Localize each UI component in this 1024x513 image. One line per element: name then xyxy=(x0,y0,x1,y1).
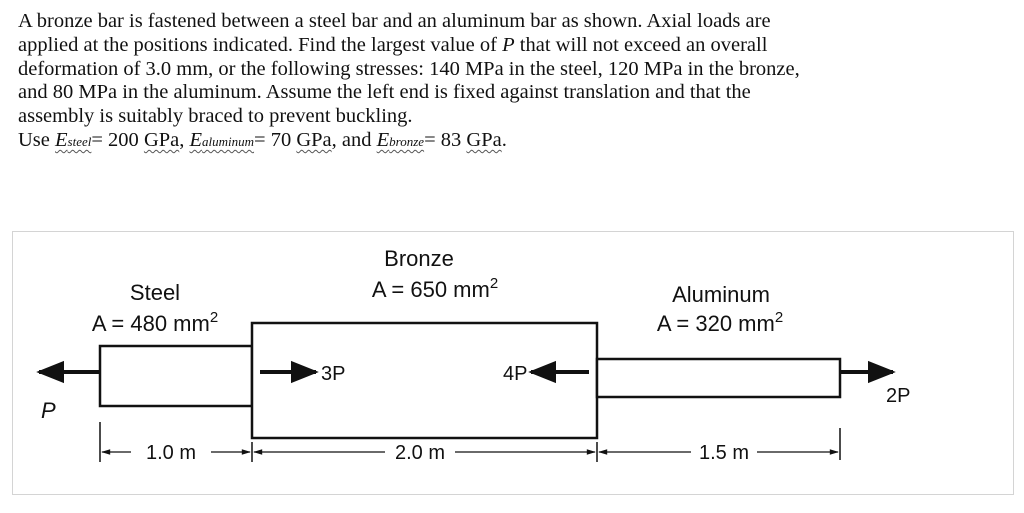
steel-area-label: A = 480 $mm^2$ xyxy=(91,309,219,336)
problem-line-4: and 80 MPa in the aluminum. Assume the left end is fixed against translation and that the xyxy=(18,81,751,104)
unit-gpa-2: GPa xyxy=(296,128,332,151)
aluminum-bar xyxy=(597,359,840,397)
bronze-label: Bronze xyxy=(384,246,454,271)
problem-statement xyxy=(18,10,1013,154)
problem-line-3: deformation of 3.0 mm, or the following stresses: 140 MPa in the steel, 120 MPa in the bronze, xyxy=(18,57,800,80)
bronze-bar xyxy=(252,323,597,438)
e-bronze-symbol: Ebronze xyxy=(376,128,425,151)
aluminum-label: Aluminum xyxy=(672,282,770,307)
aluminum-area-label: A = 320 $mm^2$ xyxy=(656,309,784,336)
bar-assembly-diagram xyxy=(13,232,1013,494)
dim-steel-label: 1.0 m xyxy=(145,442,197,464)
unit-gpa-1: GPa xyxy=(143,128,180,151)
load-2p-label: 2P xyxy=(886,385,911,407)
problem-line-2: applied at the positions indicated. Find the largest value of P that will not exceed an overall xyxy=(18,33,768,56)
unit-gpa-3: GPa xyxy=(466,128,502,151)
problem-line-1: A bronze bar is fastened between a steel bar and an aluminum bar as shown. Axial loads are xyxy=(18,10,771,32)
dim-al-label: 1.5 m xyxy=(698,442,750,464)
bar-assembly-figure xyxy=(12,231,1014,495)
load-4p-label: 4P xyxy=(503,363,528,385)
load-3p-label: 3P xyxy=(321,363,346,385)
bronze-area-label: A = 650 $mm^2$ xyxy=(371,275,499,302)
steel-bar xyxy=(100,346,252,406)
load-p-label: P xyxy=(41,398,56,423)
steel-label: Steel xyxy=(129,280,181,305)
dim-bronze-label: 2.0 m xyxy=(394,442,446,464)
e-aluminum-symbol: Ealuminum xyxy=(189,128,255,151)
problem-line-5: assembly is suitably braced to prevent buckling. xyxy=(18,105,413,128)
symbol-p: P xyxy=(502,33,515,56)
e-steel-symbol: Esteel xyxy=(55,128,92,151)
moduli-line: Use Esteel= 200 GPa, Ealuminum= 70 GPa, and Ebronze= 83 GPa. xyxy=(18,128,507,151)
